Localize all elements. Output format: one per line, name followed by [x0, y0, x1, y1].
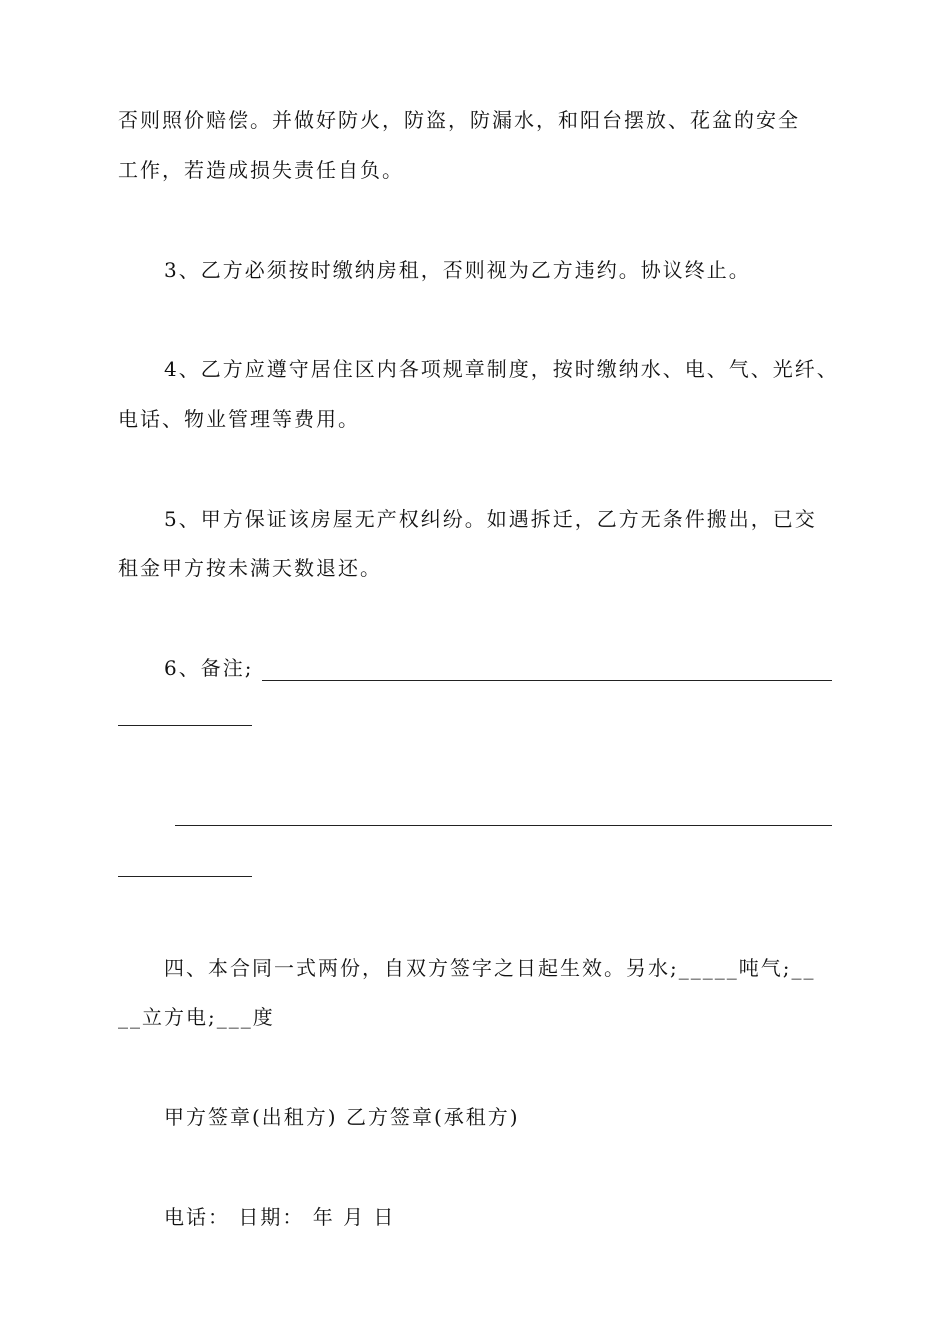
clause-5-line-2: 租金甲方按未满天数退还。	[118, 556, 382, 580]
signature-line: 甲方签章(出租方) 乙方签章(承租方)	[164, 1105, 520, 1129]
clause-four-line-2: __立方电;___度	[118, 1005, 275, 1029]
contact-date-line: 电话： 日期： 年 月 日	[164, 1205, 396, 1229]
remarks-label: 6、备注;	[164, 656, 254, 680]
remarks-blank-line-1	[262, 680, 832, 681]
clause-2-continued-line-1: 否则照价赔偿。并做好防火，防盗，防漏水，和阳台摆放、花盆的安全	[118, 108, 800, 132]
clause-four-line-1: 四、本合同一式两份，自双方签字之日起生效。另水;_____吨气;__	[164, 956, 816, 980]
remarks-blank-line-2	[175, 825, 832, 826]
clause-4-line-1: 4、乙方应遵守居住区内各项规章制度，按时缴纳水、电、气、光纤、	[164, 357, 839, 381]
clause-5-line-1: 5、甲方保证该房屋无产权纠纷。如遇拆迁，乙方无条件搬出，已交	[164, 507, 817, 531]
remarks-blank-line-2-wrap	[118, 876, 252, 877]
clause-2-continued-line-2: 工作，若造成损失责任自负。	[118, 158, 404, 182]
clause-4-line-2: 电话、物业管理等费用。	[118, 407, 360, 431]
clause-3: 3、乙方必须按时缴纳房租，否则视为乙方违约。协议终止。	[164, 258, 751, 282]
remarks-blank-line-1-wrap	[118, 725, 252, 726]
